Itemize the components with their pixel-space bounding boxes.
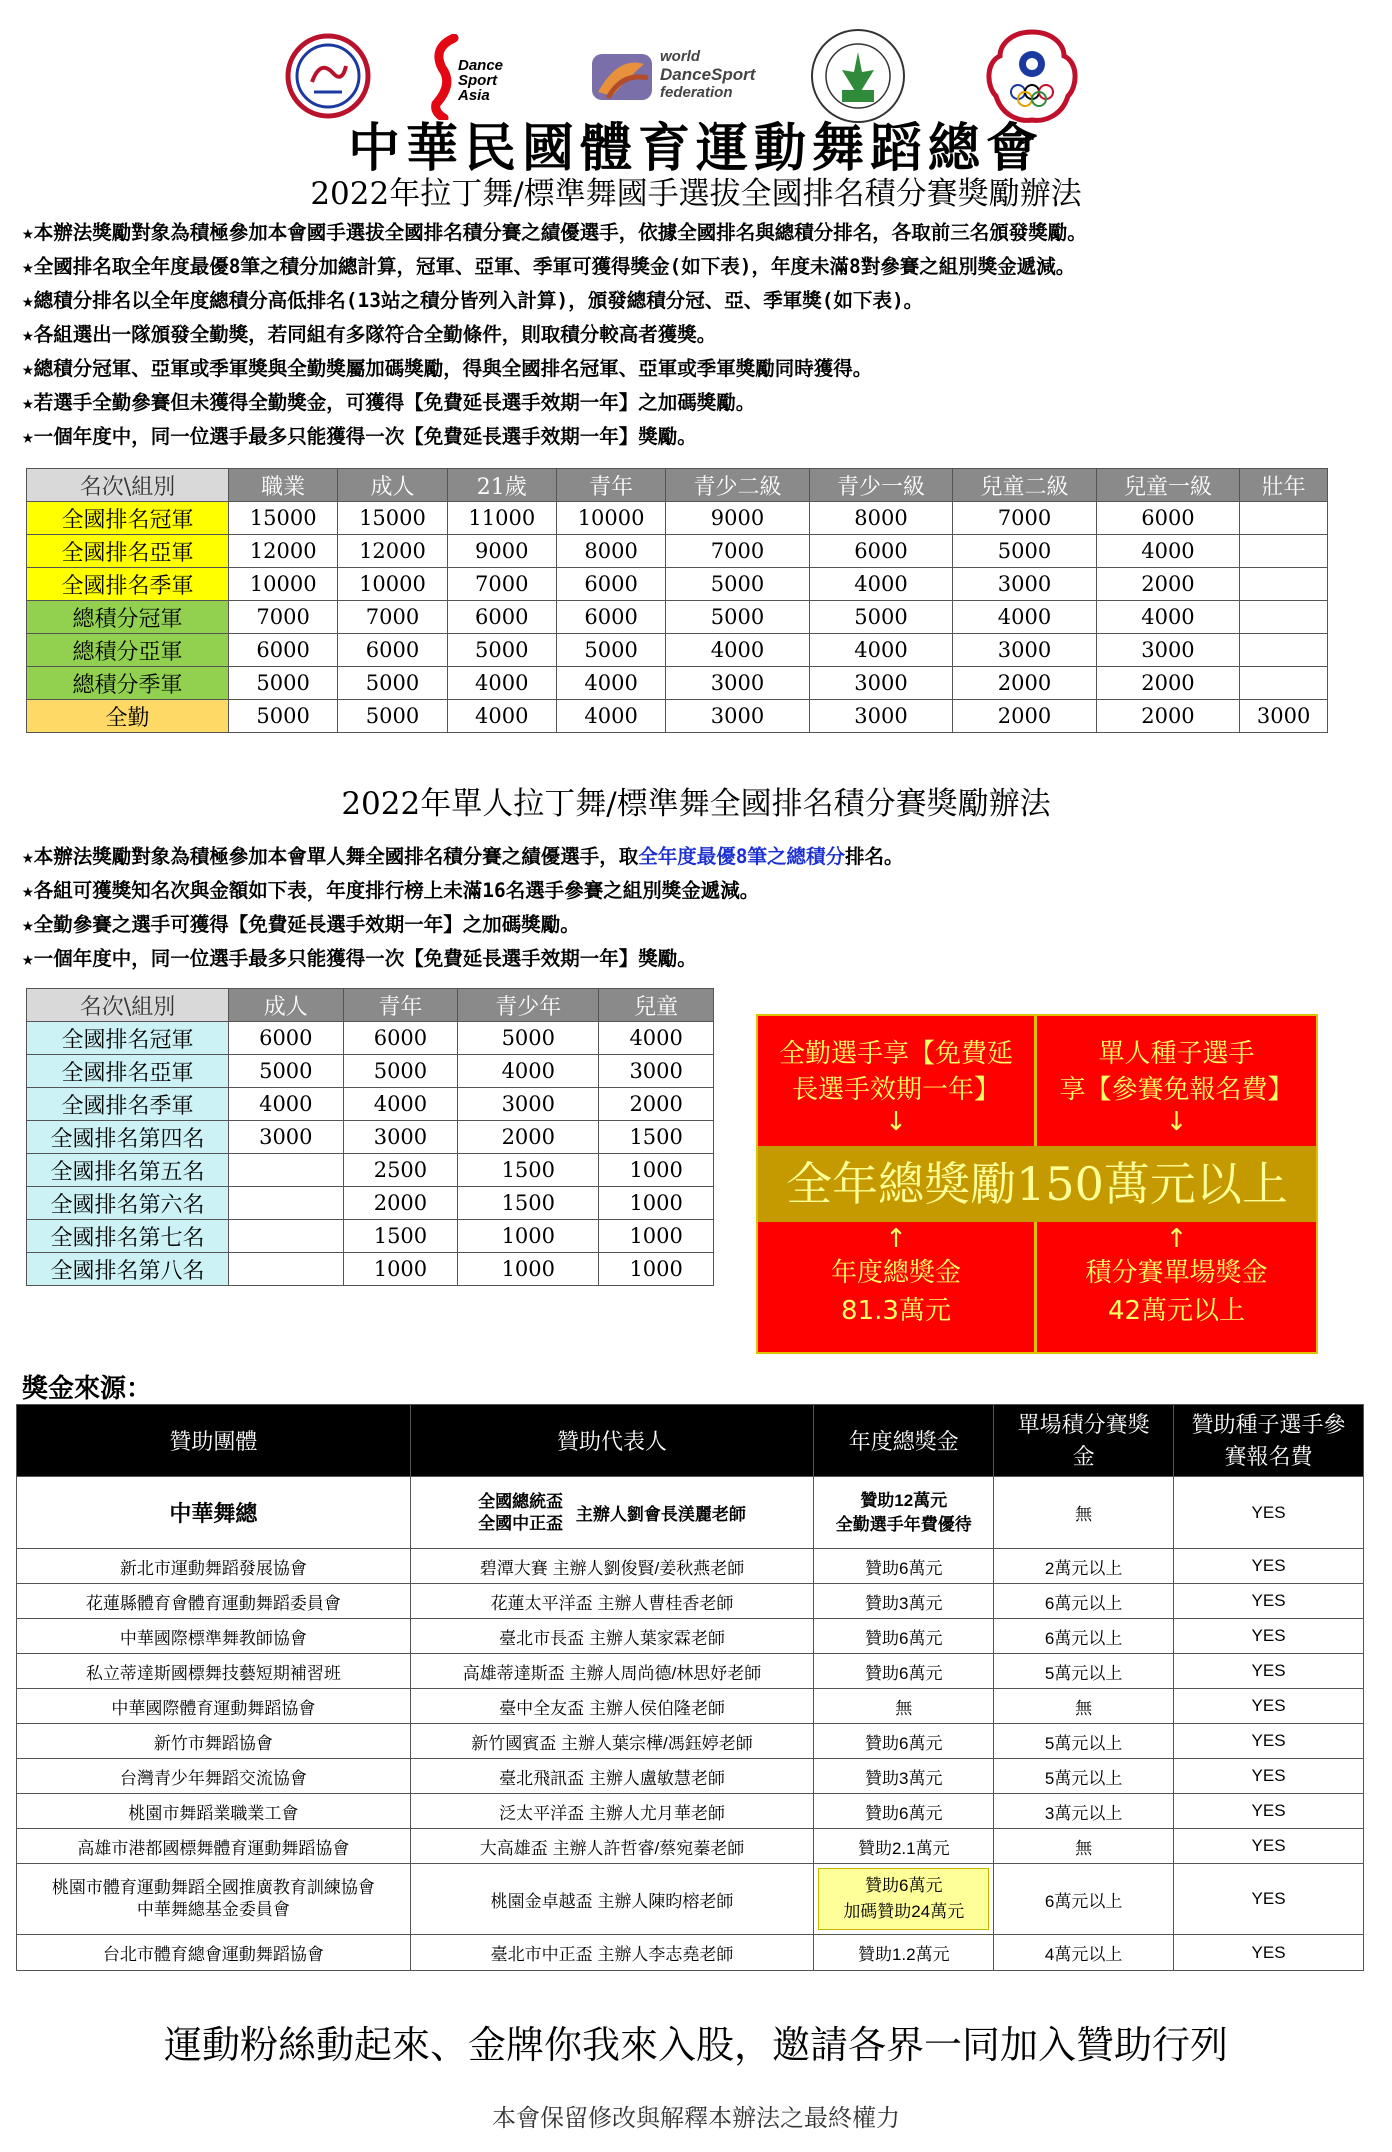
table-cell: 8000	[809, 502, 952, 535]
table-cell: 2000	[599, 1088, 714, 1121]
table-cell	[229, 1187, 344, 1220]
sponsor-single: 無	[994, 1689, 1174, 1724]
promo-line: 年度總獎金	[830, 1258, 961, 1288]
table-row	[27, 1055, 714, 1088]
sponsor-prize: 贊助6萬元	[814, 1549, 994, 1584]
table-cell: 10000	[229, 568, 338, 601]
table-cell: 4000	[1096, 535, 1239, 568]
footer-slogan: 運動粉絲動起來、金牌你我來入股，邀請各界一同加入贊助行列	[163, 2023, 1228, 2067]
column-header: 贊助種子選手參賽報名費	[1174, 1405, 1364, 1477]
table-cell: 4000	[809, 568, 952, 601]
table-header-row	[27, 469, 1328, 502]
promo-top-left	[758, 1016, 1037, 1146]
table-cell	[1240, 502, 1328, 535]
table-cell: 4000	[556, 667, 665, 700]
sponsor-single: 5萬元以上	[994, 1654, 1174, 1689]
table-cell: 6000	[229, 1022, 344, 1055]
table-row	[27, 1253, 714, 1286]
sponsor-group: 台北市體育總會運動舞蹈協會	[17, 1935, 411, 1971]
column-header: 青年	[556, 469, 665, 502]
table-cell: 5000	[556, 634, 665, 667]
column-header: 兒童二級	[953, 469, 1096, 502]
table-cell: 5000	[229, 700, 338, 733]
table-row	[27, 1154, 714, 1187]
highlight-prize	[818, 1868, 989, 1930]
table-cell: 1000	[458, 1220, 599, 1253]
table-cell: 1500	[458, 1154, 599, 1187]
row-label: 全國排名季軍	[27, 1088, 229, 1121]
table-cell: 6000	[556, 568, 665, 601]
cup-name: 全國總統盃	[478, 1491, 564, 1511]
sponsor-prize: 贊助6萬元	[814, 1794, 994, 1829]
wdsf-line-2: DanceSport	[660, 65, 756, 84]
footer-note: 本會保留修改與解釋本辦法之最終權力	[492, 2104, 900, 2132]
table-cell: 8000	[556, 535, 665, 568]
column-header: 職業	[229, 469, 338, 502]
table-header-row	[17, 1405, 1364, 1477]
table-row	[27, 1121, 714, 1154]
dsa-line-3: Asia	[458, 87, 490, 104]
sponsor-single: 6萬元以上	[994, 1864, 1174, 1935]
rule-item: ★總積分冠軍、亞軍或季軍獎與全勤獎屬加碼獎勵，得與全國排名冠軍、亞軍或季軍獎勵同時獲得。	[22, 357, 873, 380]
table-cell: 3000	[458, 1088, 599, 1121]
promo-line: 81.3萬元	[841, 1296, 951, 1326]
column-header: 年度總獎金	[814, 1405, 994, 1477]
table-cell: 1500	[599, 1121, 714, 1154]
table-cell: 12000	[229, 535, 338, 568]
table-cell: 5000	[447, 634, 556, 667]
rule-item: ★全國排名取全年度最優8筆之積分加總計算，冠軍、亞軍、季軍可獲得獎金(如下表)，年度未滿8對參賽之組別獎金遞減。	[22, 255, 1076, 278]
promo-bottom-left	[758, 1222, 1037, 1352]
table-cell: 3000	[229, 1121, 344, 1154]
rule-item: ★本辦法獎勵對象為積極參加本會國手選拔全國排名積分賽之績優選手，依據全國排名與總積分排名，各取前三名頒發獎勵。	[22, 221, 1087, 244]
table-row	[17, 1829, 1364, 1864]
sponsor-group: 私立蒂達斯國標舞技藝短期補習班	[17, 1654, 411, 1689]
table-cell: 6000	[343, 1022, 458, 1055]
table-cell: 3000	[343, 1121, 458, 1154]
table-row	[17, 1549, 1364, 1584]
group-line: 桃園市體育運動舞蹈全國推廣教育訓練協會	[51, 1878, 375, 1897]
promo-line: 42萬元以上	[1107, 1296, 1246, 1326]
sponsor-fee: YES	[1174, 1794, 1364, 1829]
table-cell: 5000	[458, 1022, 599, 1055]
sponsor-prize: 贊助3萬元	[814, 1584, 994, 1619]
sponsor-group: 花蓮縣體育會體育運動舞蹈委員會	[17, 1584, 411, 1619]
sponsor-fee: YES	[1174, 1549, 1364, 1584]
rule-text: 排名。	[845, 845, 904, 868]
row-label: 全國排名第五名	[27, 1154, 229, 1187]
row-label: 全勤	[27, 700, 229, 733]
rule-text: ★本辦法獎勵對象為積極參加本會單人舞全國排名積分賽之績優選手，取	[22, 845, 639, 868]
table-row	[17, 1794, 1364, 1829]
table-cell: 3000	[953, 568, 1096, 601]
table-cell: 2000	[1096, 667, 1239, 700]
table-cell: 5000	[809, 601, 952, 634]
table-cell: 2000	[1096, 568, 1239, 601]
table-cell: 6000	[556, 601, 665, 634]
sponsor-rep: 臺北飛訊盃 主辦人盧敏慧老師	[410, 1759, 814, 1794]
table-cell	[1240, 667, 1328, 700]
rule-item: ★一個年度中，同一位選手最多只能獲得一次【免費延長選手效期一年】獎勵。	[22, 947, 697, 970]
rule-item: ★一個年度中，同一位選手最多只能獲得一次【免費延長選手效期一年】獎勵。	[22, 425, 697, 448]
cup-name: 全國中正盃	[478, 1513, 564, 1533]
rule-highlight: 全年度最優8筆之總積分	[638, 845, 845, 868]
table-cell: 7000	[666, 535, 809, 568]
sponsor-single: 無	[994, 1477, 1174, 1549]
sponsor-rep: 泛太平洋盃 主辦人尤月華老師	[410, 1794, 814, 1829]
table-cell: 5000	[666, 601, 809, 634]
promo-bottom-right	[1037, 1222, 1316, 1352]
table-cell: 12000	[338, 535, 447, 568]
table-cell	[229, 1220, 344, 1253]
sponsor-prize: 贊助6萬元	[814, 1724, 994, 1759]
table-cell: 6000	[1096, 502, 1239, 535]
down-arrow-icon: ↓	[1165, 1107, 1188, 1137]
down-arrow-icon: ↓	[885, 1107, 907, 1137]
world-dancesport-federation-logo	[588, 34, 768, 114]
table-cell	[1240, 634, 1328, 667]
sponsor-group: 新竹市舞蹈協會	[17, 1724, 411, 1759]
sponsor-fee: YES	[1174, 1654, 1364, 1689]
table-cell: 3000	[666, 700, 809, 733]
sponsor-heading: 獎金來源：	[22, 1374, 153, 1404]
sponsor-fee: YES	[1174, 1864, 1364, 1935]
table-cell: 11000	[447, 502, 556, 535]
sponsor-single: 6萬元以上	[994, 1584, 1174, 1619]
sponsor-prize: 贊助6萬元	[814, 1654, 994, 1689]
promo-top-right	[1037, 1016, 1316, 1146]
sponsor-single: 5萬元以上	[994, 1724, 1174, 1759]
sponsor-fee: YES	[1174, 1619, 1364, 1654]
group-line: 中華舞總基金委員會	[136, 1900, 290, 1919]
table-cell: 7000	[447, 568, 556, 601]
sponsor-fee: YES	[1174, 1829, 1364, 1864]
sponsor-group: 中華國際標準舞教師協會	[17, 1619, 411, 1654]
row-label: 全國排名第六名	[27, 1187, 229, 1220]
section2-title: 2022年單人拉丁舞/標準舞全國排名積分賽獎勵辦法	[341, 786, 1051, 822]
table-row	[27, 1022, 714, 1055]
table-row	[27, 535, 1328, 568]
row-label: 全國排名第八名	[27, 1253, 229, 1286]
sponsor-single: 無	[994, 1829, 1174, 1864]
promo-line: 積分賽單場獎金	[1085, 1258, 1268, 1288]
row-label: 全國排名冠軍	[27, 502, 229, 535]
rule-item: ★各組選出一隊頒發全勤獎，若同組有多隊符合全勤條件，則取積分較高者獲獎。	[22, 323, 717, 346]
table-cell: 4000	[1096, 601, 1239, 634]
sponsor-group: 高雄市港都國標舞體育運動舞蹈協會	[17, 1829, 411, 1864]
table-cell: 3000	[1240, 700, 1328, 733]
table-cell: 9000	[666, 502, 809, 535]
table-cell: 6000	[338, 634, 447, 667]
table-row	[27, 502, 1328, 535]
sponsor-fee: YES	[1174, 1935, 1364, 1971]
table-cell: 1500	[343, 1220, 458, 1253]
table-cell: 7000	[229, 601, 338, 634]
rule-item: ★全勤參賽之選手可獲得【免費延長選手效期一年】之加碼獎勵。	[22, 913, 580, 936]
table-row	[17, 1477, 1364, 1549]
column-header: 成人	[229, 989, 344, 1022]
table-row	[27, 1220, 714, 1253]
table-cell: 2000	[343, 1187, 458, 1220]
rule-item	[22, 840, 904, 874]
table-cell	[1240, 601, 1328, 634]
up-arrow-icon: ↑	[885, 1224, 907, 1254]
promo-box	[756, 1014, 1318, 1354]
row-label: 全國排名第七名	[27, 1220, 229, 1253]
sponsor-prize: 贊助2.1萬元	[814, 1829, 994, 1864]
row-label: 全國排名亞軍	[27, 1055, 229, 1088]
column-header: 兒童一級	[1096, 469, 1239, 502]
column-header: 青年	[343, 989, 458, 1022]
wdsf-line-1: world	[660, 48, 700, 65]
table-cell: 15000	[229, 502, 338, 535]
column-header: 成人	[338, 469, 447, 502]
column-header: 名次\組別	[27, 469, 229, 502]
table-cell	[1240, 535, 1328, 568]
table-cell: 5000	[666, 568, 809, 601]
table-cell: 1000	[599, 1154, 714, 1187]
table-cell: 3000	[809, 700, 952, 733]
table-row	[17, 1619, 1364, 1654]
sponsor-fee: YES	[1174, 1477, 1364, 1549]
table-cell: 2000	[1096, 700, 1239, 733]
promo-line: 長選手效期一年】	[791, 1075, 1000, 1105]
table-row	[17, 1935, 1364, 1971]
table-cell: 1000	[599, 1220, 714, 1253]
table-cell: 4000	[556, 700, 665, 733]
column-header: 青少一級	[809, 469, 952, 502]
table-cell	[1240, 568, 1328, 601]
sponsor-single: 5萬元以上	[994, 1759, 1174, 1794]
sponsor-rep: 臺中全友盃 主辦人侯伯隆老師	[410, 1689, 814, 1724]
column-header: 贊助團體	[17, 1405, 411, 1477]
column-header: 兒童	[599, 989, 714, 1022]
promo-center: 全年總獎勵150萬元以上	[758, 1146, 1316, 1222]
table-cell: 4000	[229, 1088, 344, 1121]
column-header: 青少年	[458, 989, 599, 1022]
table-cell: 3000	[599, 1055, 714, 1088]
table-cell: 5000	[343, 1055, 458, 1088]
sponsor-group: 中華國際體育運動舞蹈協會	[17, 1689, 411, 1724]
sponsor-prize: 無	[814, 1689, 994, 1724]
sponsor-rep: 臺北市中正盃 主辦人李志堯老師	[410, 1935, 814, 1971]
table-row	[17, 1724, 1364, 1759]
table-row	[27, 667, 1328, 700]
table-row	[27, 568, 1328, 601]
sponsor-single: 2萬元以上	[994, 1549, 1174, 1584]
prize-line: 贊助12萬元	[860, 1490, 948, 1510]
sponsor-rep: 臺北市長盃 主辦人葉家霖老師	[410, 1619, 814, 1654]
sponsor-group: 台灣青少年舞蹈交流協會	[17, 1759, 411, 1794]
table-cell: 4000	[447, 667, 556, 700]
row-label: 全國排名第四名	[27, 1121, 229, 1154]
section1-prize-table	[26, 468, 1328, 733]
row-label: 全國排名冠軍	[27, 1022, 229, 1055]
table-row	[17, 1759, 1364, 1794]
prize-line: 贊助6萬元	[865, 1876, 943, 1895]
sponsor-rep	[410, 1477, 814, 1549]
table-cell: 1000	[599, 1253, 714, 1286]
table-cell: 9000	[447, 535, 556, 568]
table-cell: 1000	[458, 1253, 599, 1286]
sponsor-fee: YES	[1174, 1689, 1364, 1724]
sponsor-group: 中華舞總	[17, 1477, 411, 1549]
sponsor-single: 4萬元以上	[994, 1935, 1174, 1971]
up-arrow-icon: ↑	[1165, 1224, 1188, 1254]
table-cell: 4000	[809, 634, 952, 667]
section2-prize-table	[26, 988, 714, 1286]
table-row	[27, 634, 1328, 667]
table-cell: 1000	[599, 1187, 714, 1220]
table-cell: 2500	[343, 1154, 458, 1187]
prize-line: 加碼贊助24萬元	[843, 1902, 965, 1921]
table-row	[17, 1584, 1364, 1619]
table-row	[17, 1689, 1364, 1724]
table-cell: 4000	[447, 700, 556, 733]
table-cell: 7000	[338, 601, 447, 634]
sponsor-group: 新北市運動舞蹈發展協會	[17, 1549, 411, 1584]
table-cell: 2000	[458, 1121, 599, 1154]
sponsor-group	[17, 1864, 411, 1935]
promo-line: 享【參賽免報名費】	[1059, 1075, 1294, 1105]
sponsor-rep: 大高雄盃 主辦人許哲睿/蔡宛蓁老師	[410, 1829, 814, 1864]
sponsor-single: 6萬元以上	[994, 1619, 1174, 1654]
table-cell: 5000	[229, 1055, 344, 1088]
sponsor-single: 3萬元以上	[994, 1794, 1174, 1829]
row-label: 總積分冠軍	[27, 601, 229, 634]
sponsor-prize: 贊助3萬元	[814, 1759, 994, 1794]
table-cell: 15000	[338, 502, 447, 535]
table-row	[27, 700, 1328, 733]
sponsor-prize	[814, 1864, 994, 1935]
table-header-row	[27, 989, 714, 1022]
table-cell: 3000	[1096, 634, 1239, 667]
table-cell: 5000	[338, 667, 447, 700]
table-cell: 3000	[809, 667, 952, 700]
sponsor-fee: YES	[1174, 1584, 1364, 1619]
section1-title: 2022年拉丁舞/標準舞國手選拔全國排名積分賽獎勵辦法	[310, 176, 1082, 212]
table-cell	[229, 1154, 344, 1187]
sponsor-prize: 贊助1.2萬元	[814, 1935, 994, 1971]
row-label: 總積分季軍	[27, 667, 229, 700]
table-cell	[229, 1253, 344, 1286]
table-cell: 5000	[229, 667, 338, 700]
table-cell: 10000	[556, 502, 665, 535]
section2-rules	[22, 840, 904, 976]
rule-item: ★若選手全勤參賽但未獲得全勤獎金，可獲得【免費延長選手效期一年】之加碼獎勵。	[22, 391, 756, 414]
table-cell: 4000	[953, 601, 1096, 634]
rule-item: ★總積分排名以全年度總積分高低排名(13站之積分皆列入計算)，頒發總積分冠、亞、季軍獎(如下表)。	[22, 289, 924, 312]
table-row	[27, 1088, 714, 1121]
rep-name: 主辦人劉會長渼麗老師	[575, 1505, 746, 1524]
row-label: 全國排名亞軍	[27, 535, 229, 568]
table-cell: 4000	[666, 634, 809, 667]
table-cell: 10000	[338, 568, 447, 601]
sponsor-rep: 新竹國賓盃 主辦人葉宗樺/馮鈺婷老師	[410, 1724, 814, 1759]
table-cell: 4000	[458, 1055, 599, 1088]
table-cell: 4000	[343, 1088, 458, 1121]
table-cell: 4000	[599, 1022, 714, 1055]
section1-rules	[22, 216, 1087, 454]
column-header: 青少二級	[666, 469, 809, 502]
table-cell: 5000	[953, 535, 1096, 568]
table-row	[17, 1864, 1364, 1935]
table-cell: 1000	[343, 1253, 458, 1286]
table-cell: 6000	[229, 634, 338, 667]
table-cell: 7000	[953, 502, 1096, 535]
table-cell: 1500	[458, 1187, 599, 1220]
sponsor-rep: 高雄蒂達斯盃 主辦人周尚德/林思妤老師	[410, 1654, 814, 1689]
sponsor-table	[16, 1404, 1364, 1971]
sponsor-rep: 桃園金卓越盃 主辦人陳昀榕老師	[410, 1864, 814, 1935]
table-cell: 6000	[447, 601, 556, 634]
promo-line: 全勤選手享【免費延	[778, 1039, 1013, 1069]
table-cell: 3000	[666, 667, 809, 700]
page-title: 中華民國體育運動舞蹈總會	[347, 118, 1044, 179]
sponsor-fee: YES	[1174, 1724, 1364, 1759]
dsa-line-1: Dance	[458, 57, 504, 74]
sponsor-prize: 贊助6萬元	[814, 1619, 994, 1654]
wdsf-line-3: federation	[660, 84, 733, 101]
table-row	[27, 1187, 714, 1220]
table-row	[27, 601, 1328, 634]
sponsor-fee: YES	[1174, 1759, 1364, 1794]
dsa-line-2: Sport	[458, 72, 498, 89]
row-label: 總積分亞軍	[27, 634, 229, 667]
sponsor-prize	[814, 1477, 994, 1549]
column-header: 單場積分賽獎金	[994, 1405, 1174, 1477]
sponsor-rep: 花蓮太平洋盃 主辦人曹桂香老師	[410, 1584, 814, 1619]
column-header: 21歲	[447, 469, 556, 502]
table-cell: 3000	[953, 634, 1096, 667]
table-cell: 5000	[338, 700, 447, 733]
promo-line: 單人種子選手	[1098, 1039, 1255, 1069]
column-header: 贊助代表人	[410, 1405, 814, 1477]
prize-line: 全勤選手年費優待	[835, 1514, 972, 1534]
table-cell: 6000	[809, 535, 952, 568]
table-cell: 2000	[953, 700, 1096, 733]
table-row	[17, 1654, 1364, 1689]
column-header: 壯年	[1240, 469, 1328, 502]
table-cell: 2000	[953, 667, 1096, 700]
column-header: 名次\組別	[27, 989, 229, 1022]
rule-item: ★各組可獲獎知名次與金額如下表，年度排行榜上未滿16名選手參賽之組別獎金遞減。	[22, 879, 760, 902]
sponsor-rep: 碧潭大賽 主辦人劉俊賢/姜秋燕老師	[410, 1549, 814, 1584]
row-label: 全國排名季軍	[27, 568, 229, 601]
sponsor-group: 桃園市舞蹈業職業工會	[17, 1794, 411, 1829]
